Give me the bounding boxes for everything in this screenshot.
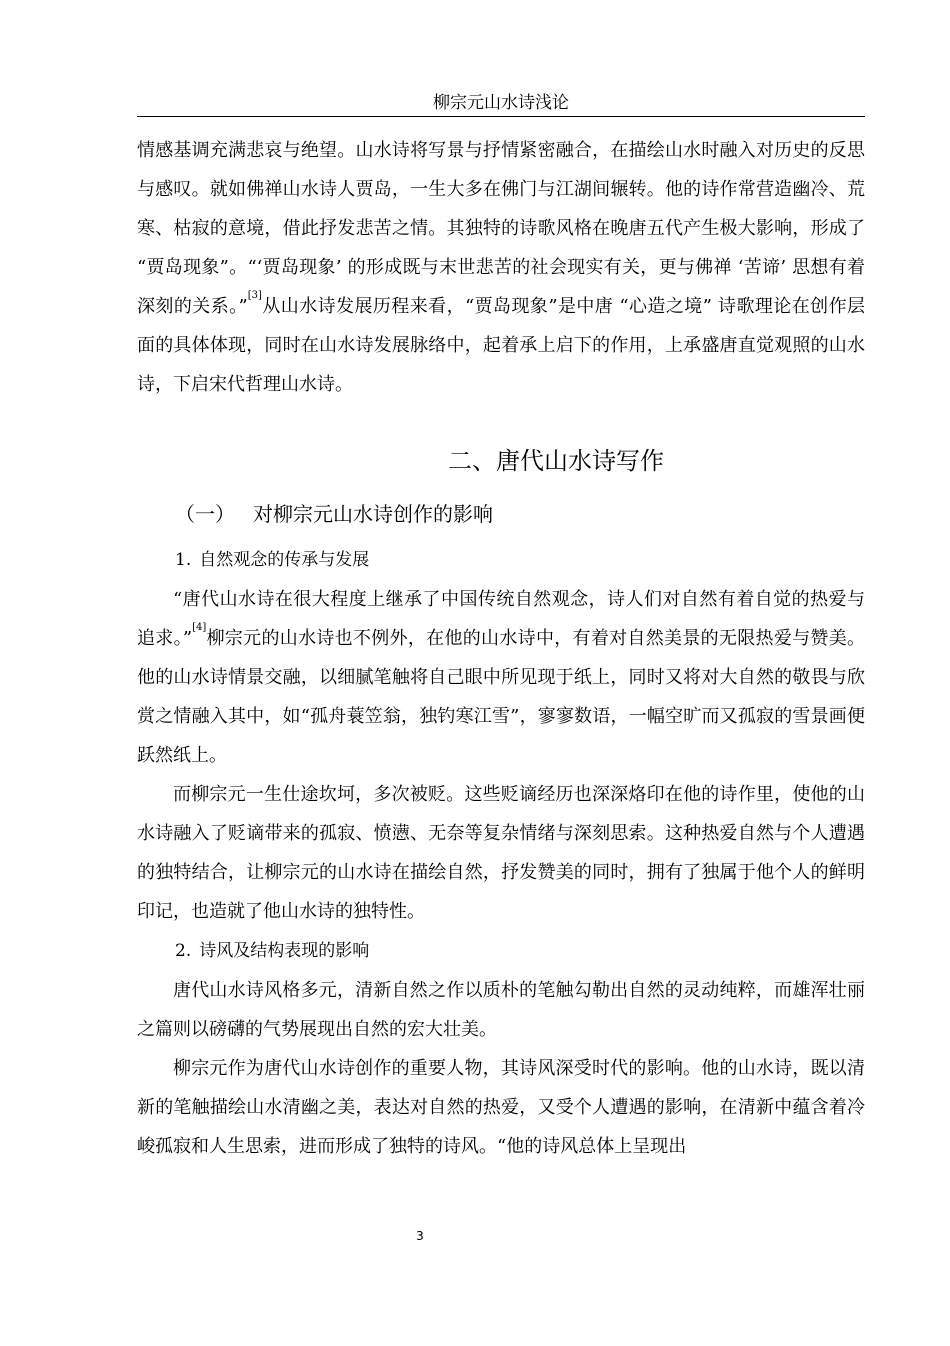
subsection-title: 对柳宗元山水诗创作的影响 [253, 502, 493, 526]
item-number: 2. [175, 941, 192, 961]
intro-text-a: 情感基调充满悲哀与绝望。山水诗将写景与抒情紧密融合，在描绘山水时融入对历史的反思与感叹。就如佛禅山水诗人贾岛，一生大多在佛门与江湖间辗转。他的诗作常营造幽冷、荒寒、枯寂的意境，借此抒发悲苦之情。其独特的诗歌风格在晚唐五代产生极大影响，形成了 “贾岛现象”。“‘贾岛现象’ 的形成既与末世悲苦的社会现实有关，更与佛禅 ‘苦谛’ 思想有着深刻的关系。” [137, 140, 865, 317]
intro-text-b: 从山水诗发展历程来看，“贾岛现象”是中唐 “心造之境” 诗歌理论在创作层面的具体体现，同时在山水诗发展脉络中，起着承上启下的作用，上承盛唐直觉观照的山水诗，下启宋代哲理山水诗。 [137, 296, 866, 395]
paragraph-2: 而柳宗元一生仕途坎坷，多次被贬。这些贬谪经历也深深烙印在他的诗作里，使他的山水诗融入了贬谪带来的孤寂、愤懑、无奈等复杂情绪与深刻思索。这种热爱自然与个人遭遇的独特结合，让柳宗元的山水诗在描绘自然，抒发赞美的同时，拥有了独属于他个人的鲜明印记，也造就了他山水诗的独特性。 [137, 784, 865, 922]
item-title: 诗风及结构表现的影响 [199, 941, 370, 961]
citation-3: [3] [247, 290, 262, 301]
page-number: 3 [416, 1229, 424, 1243]
citation-4: [4] [192, 622, 207, 633]
subsection-number: （一） [175, 502, 235, 526]
item-number: 1. [175, 550, 192, 570]
item-title: 自然观念的传承与发展 [199, 550, 370, 570]
paragraph-1-text-b: 柳宗元的山水诗也不例外，在他的山水诗中，有着对自然美景的无限热爱与赞美。他的山水诗情景交融，以细腻笔触将自己眼中所见现于纸上，同时又将对大自然的敬畏与欣赏之情融入其中，如“孤舟蓑笠翁，独钓寒江雪”，寥寥数语，一幅空旷而又孤寂的雪景画便跃然纸上。 [137, 628, 866, 766]
paragraph-3: 唐代山水诗风格多元，清新自然之作以质朴的笔触勾勒出自然的灵动纯粹，而雄浑壮丽之篇则以磅礴的气势展现出自然的宏大壮美。 [137, 980, 865, 1040]
item-heading-1 [137, 540, 865, 580]
page-body [137, 131, 865, 1166]
paragraph-1-text-a: “唐代山水诗在很大程度上继承了中国传统自然观念，诗人们对自然有着自觉的热爱与追求。” [137, 589, 865, 649]
paragraph-4: 柳宗元作为唐代山水诗创作的重要人物，其诗风深受时代的影响。他的山水诗，既以清新的笔触描绘山水清幽之美，表达对自然的热爱，又受个人遭遇的影响，在清新中蕴含着冷峻孤寂和人生思索，进而形成了独特的诗风。“他的诗风总体上呈现出 [137, 1058, 865, 1157]
item-heading-2 [137, 931, 865, 971]
subsection-heading [137, 488, 865, 540]
running-header: 柳宗元山水诗浅论 [433, 93, 569, 113]
paragraph-1 [137, 580, 865, 775]
header-rule [137, 116, 865, 117]
section-heading: 二、唐代山水诗写作 [448, 447, 664, 475]
intro-paragraph [137, 131, 865, 404]
